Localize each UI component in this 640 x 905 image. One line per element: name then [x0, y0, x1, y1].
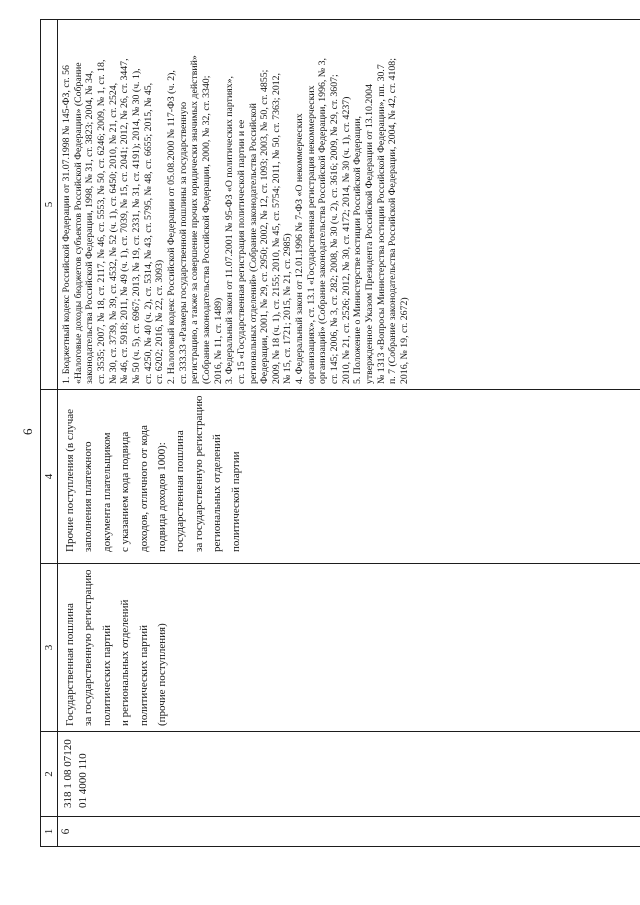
text-line: ст. 3535; 2007, № 18, ст. 2117, № 46, ст. 5553, № 50, ст. 6246; 2009, № 1, ст. 18,: [95, 59, 107, 384]
text-line: 318 1 08 07120: [62, 739, 74, 808]
text-line: № 30, ст. 3739, № 39, ст. 4532, № 52 (ч. 1), ст. 6450; 2010, № 21, ст. 2524,: [107, 82, 119, 384]
table-header-row: [41, 20, 58, 846]
text-line: № 46, ст. 5918; 2011, № 49 (ч. 1), ст. 7039, № 15, ст. 2041; 2012, № 26, ст. 3447,: [119, 58, 131, 384]
text-line: документа плательщиком: [100, 432, 113, 552]
text-line: 2016, № 19, ст. 2672): [399, 297, 411, 384]
text-line: заполнения платежного: [82, 441, 95, 552]
cell-legal-basis: [58, 20, 640, 389]
column-header-5: 5: [41, 20, 58, 389]
text-line: регистрацию, а также за совершение прочих юридически значимых действий»: [189, 55, 201, 384]
page-number: 6: [20, 428, 35, 435]
text-line: политических партий: [100, 624, 113, 726]
cell-income-type: [58, 563, 640, 731]
column-header-2: 2: [41, 731, 58, 816]
text-line: и региональных отделений: [119, 599, 132, 726]
text-line: 01 4000 110: [76, 753, 89, 808]
text-line: за государственную регистрацию: [192, 395, 205, 552]
text-line: ст. 15 «Государственная регистрация политической партии и ее: [235, 119, 247, 384]
column-header-1: 1: [41, 816, 58, 846]
text-line: Прочие поступления (в случае: [64, 408, 76, 552]
text-line: Государственная пошлина: [64, 603, 76, 726]
text-line: (Собрание законодательства Российской Федерации, 2000, № 32, ст. 3340;: [200, 75, 212, 384]
text-line: региональных отделений» (Собрание законодательства Российской: [247, 103, 259, 384]
text-line: «Налоговые доходы бюджетов субъектов Российской Федерации» (Собрание: [72, 62, 84, 384]
text-line: 2. Налоговый кодекс Российской Федерации от 05.08.2000 № 117-ФЗ (ч. 2),: [165, 70, 177, 384]
text-line: политических партий: [137, 624, 150, 726]
text-line: организациях», ст. 13.1 «Государственная регистрация некоммерческих: [305, 85, 317, 384]
text-line: № 1313 «Вопросы Министерства юстиции Российской Федерации», пп. 30.7: [375, 64, 387, 384]
text-line: за государственную регистрацию: [82, 569, 95, 726]
text-line: законодательства Российской Федерации, 1998, № 31, ст. 3823; 2004, № 34,: [84, 70, 96, 384]
text-line: 2010, № 21, ст. 2526; 2012, № 30, ст. 4172; 2014, № 30 (ч. 1), ст. 4237): [340, 96, 352, 384]
text-line: региональных отделений: [211, 434, 224, 552]
text-line: подвида доходов 1000):: [156, 442, 169, 552]
table-data-row: [58, 20, 640, 846]
text-line: п. 7 (Собрание законодательства Российской Федерации, 2004, № 42, ст. 4108;: [387, 58, 399, 384]
text-line: 2009, № 18 (ч. 1), ст. 2155; 2010, № 45, ст. 5754; 2011, № 50, ст. 7363; 2012,: [270, 73, 282, 384]
cell-payment-note: [58, 389, 640, 563]
text-line: № 50 (ч. 5), ст. 6967; 2013, № 19, ст. 2331, № 31, ст. 4191); 2014, № 30 (ч. 1),: [130, 68, 142, 384]
text-line: политической партии: [229, 451, 242, 552]
text-line: доходов, отличного от кода: [137, 425, 150, 552]
revenue-codes-table: [40, 19, 640, 847]
text-line: ст. 6202; 2016, № 22, ст. 3093): [154, 259, 166, 384]
text-line: государственная пошлина: [174, 430, 187, 552]
cell-row-number: 6: [58, 816, 640, 846]
text-line: утвержденное Указом Президента Российской Федерации от 13.10.2004: [364, 84, 376, 384]
text-line: (прочие поступления): [156, 623, 169, 726]
cell-budget-classification-code: [58, 731, 640, 816]
column-header-4: 4: [41, 389, 58, 563]
text-line: 5. Положение о Министерстве юстиции Российской Федерации,: [352, 116, 364, 384]
text-line: 3. Федеральный закон от 11.07.2001 № 95-ФЗ «О политических партиях»,: [224, 76, 236, 384]
text-line: ст. 333.33 «Размеры государственной пошлины за государственную: [177, 101, 189, 384]
text-line: Федерации, 2001, № 29, ст. 2950; 2002, № 12, ст. 1093; 2003, № 50, ст. 4855;: [259, 69, 271, 384]
text-line: с указанием кода подвида: [119, 431, 132, 552]
text-line: ст. 145; 2006, № 3, ст. 282; 2008, № 30 (ч. 2), ст. 3616; 2009, № 29, ст. 3607;: [329, 74, 341, 384]
text-line: ст. 4250, № 40 (ч. 2), ст. 5314, № 43, ст. 5795, № 48, ст. 6655; 2015, № 45,: [142, 82, 154, 384]
text-line: организаций» (Собрание законодательства Российской Федерации, 1996, № 3,: [317, 58, 329, 384]
text-line: 4. Федеральный закон от 12.01.1996 № 7-ФЗ «О некоммерческих: [294, 113, 306, 384]
text-line: 1. Бюджетный кодекс Российской Федерации от 31.07.1998 № 145-ФЗ, ст. 56: [61, 65, 72, 384]
text-line: 2016, № 11, ст. 1489): [212, 297, 224, 384]
column-header-3: 3: [41, 563, 58, 731]
text-line: № 15, ст. 1721; 2015, № 21, ст. 2985): [282, 233, 294, 384]
